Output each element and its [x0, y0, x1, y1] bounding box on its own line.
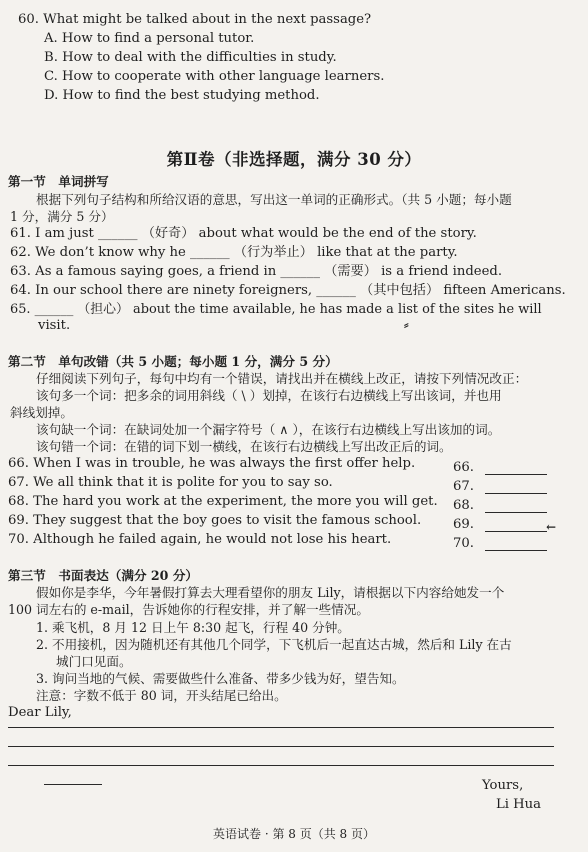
q60-option-b: B. How to deal with the difficulties in study.	[44, 50, 337, 65]
q65: 65. ______ （担心） about the time available, he has made a list of the sites he will	[10, 302, 542, 317]
q67: 67. We all think that it is polite for you to say so.	[8, 475, 333, 490]
sec2-instruction-1: 仔细阅读下列句子，每句中均有一个错误，请找出并在横线上改正，请按下列情况改正：	[36, 371, 528, 386]
q60-option-a: A. How to find a personal tutor.	[44, 31, 255, 46]
writing-line-2[interactable]	[8, 746, 554, 747]
q64: 64. In our school there are ninety foreigners, ______ （其中包括） fifteen Americans.	[10, 283, 566, 298]
q63: 63. As a famous saying goes, a friend in ______ （需要） is a friend indeed.	[10, 264, 503, 279]
answer-line-66[interactable]	[485, 474, 547, 475]
sec3-header: 第三节 书面表达（满分 20 分）	[8, 568, 199, 583]
part2-title: 第Ⅱ卷（非选择题，满分 30 分）	[166, 150, 422, 169]
answer-number-69: 69.	[453, 517, 474, 532]
letter-signature: Li Hua	[496, 797, 542, 812]
answer-line-70[interactable]	[485, 550, 547, 551]
letter-greeting: Dear Lily,	[8, 705, 72, 720]
answer-line-67[interactable]	[485, 493, 547, 494]
sec2-header: 第二节 单句改错（共 5 小题；每小题 1 分，满分 5 分）	[8, 354, 338, 369]
answer-number-68: 68.	[453, 498, 474, 513]
page-footer: 英语试卷 · 第 8 页（共 8 页）	[213, 827, 375, 841]
q62: 62. We don’t know why he ______ （行为举止） like that at the party.	[10, 245, 458, 260]
answer-number-67: 67.	[453, 479, 474, 494]
sec3-point-2: 2. 不用接机，因为随机还有其他几个同学，下飞机后一起直达古城，然后和 Lily 在古	[36, 637, 512, 652]
arrow-mark-icon: ←	[546, 520, 557, 534]
q65-continuation: visit.	[38, 318, 71, 333]
sec3-point-1: 1. 乘飞机，8 月 12 日上午 8:30 起飞，行程 40 分钟。	[36, 620, 350, 635]
q60-option-c: C. How to cooperate with other language learners.	[44, 69, 385, 84]
q70: 70. Although he failed again, he would not lose his heart.	[8, 532, 392, 547]
q68: 68. The hard you work at the experiment, the more you will get.	[8, 494, 438, 509]
q61: 61. I am just ______ （好奇） about what would be the end of the story.	[10, 226, 477, 241]
sec2-instruction-3: 斜线划掉。	[10, 405, 73, 420]
writing-line-3[interactable]	[8, 765, 554, 766]
sec3-point-3: 3. 询问当地的气候、需要做些什么准备、带多少钱为好，望告知。	[36, 671, 405, 686]
q60-option-d: D. How to find the best studying method.	[44, 88, 320, 103]
sec2-instruction-4: 该句缺一个词：在缺词处加一个漏字符号（ ∧ ），在该行右边横线上写出该加的词。	[36, 422, 501, 437]
sec3-prompt-2: 100 词左右的 e-mail，告诉她你的行程安排，并了解一些情况。	[8, 602, 369, 617]
q66: 66. When I was in trouble, he was always the first offer help.	[8, 456, 416, 471]
answer-line-69[interactable]	[485, 531, 547, 532]
sec1-instruction-1: 根据下列句子结构和所给汉语的意思，写出这一单词的正确形式。（共 5 小题；每小题	[36, 192, 512, 207]
writing-line-1[interactable]	[8, 727, 554, 728]
sec1-header: 第一节 单词拼写	[8, 174, 109, 189]
sec3-prompt-1: 假如你是李华，今年暑假打算去大理看望你的朋友 Lily，请根据以下内容给她发一个	[36, 585, 505, 600]
pen-mark: ⸗	[404, 317, 409, 333]
answer-number-66: 66.	[453, 460, 474, 475]
q69: 69. They suggest that the boy goes to visit the famous school.	[8, 513, 422, 528]
answer-number-70: 70.	[453, 536, 474, 551]
sec2-instruction-2: 该句多一个词：把多余的词用斜线（ \ ）划掉，在该行右边横线上写出该词，并也用	[36, 388, 502, 403]
letter-closing: Yours,	[482, 778, 524, 793]
writing-line-4[interactable]	[44, 784, 102, 785]
sec3-note: 注意：字数不低于 80 词，开头结尾已给出。	[36, 688, 287, 703]
sec3-point-2-cont: 城门口见面。	[56, 654, 132, 669]
sec1-instruction-2: 1 分，满分 5 分）	[10, 209, 114, 224]
answer-line-68[interactable]	[485, 512, 547, 513]
q60-stem: 60. What might be talked about in the next passage?	[18, 12, 372, 27]
sec2-instruction-5: 该句错一个词：在错的词下划一横线，在该行右边横线上写出改正后的词。	[36, 439, 452, 454]
